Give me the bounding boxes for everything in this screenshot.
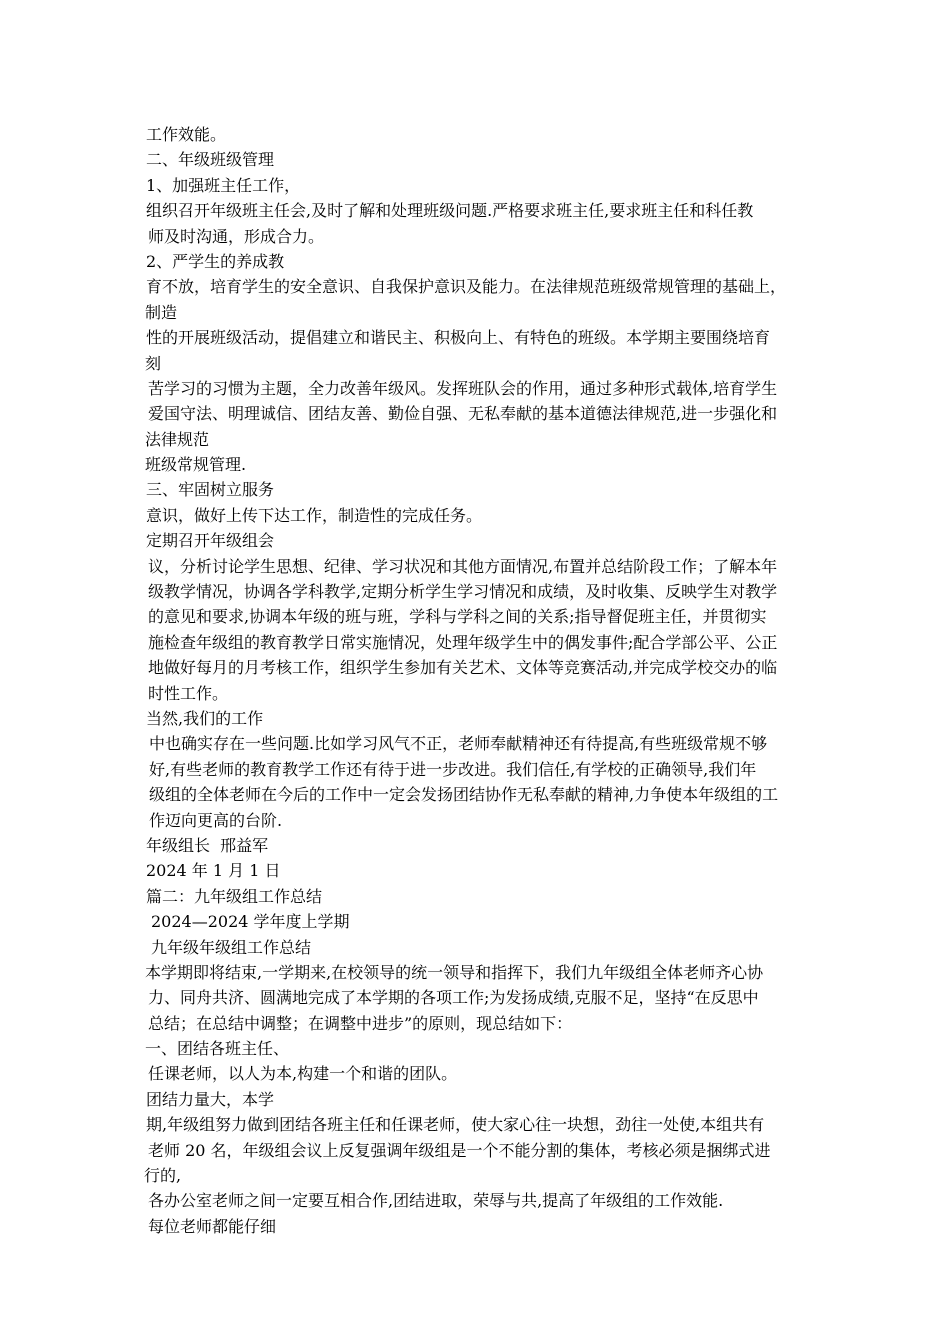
text-line: 议，分析讨论学生思想、纪律、学习状况和其他方面情况,布置并总结阶段工作；了解本年 [148, 556, 778, 576]
text-line: 的意见和要求,协调本年级的班与班，学科与学科之间的关系;指导督促班主任，并贯彻实 [148, 607, 767, 627]
document-body [146, 122, 826, 1239]
text-line: 定期召开年级组会 [146, 531, 275, 551]
text-line: 力、同舟共济、圆满地完成了本学期的各项工作;为发扬成绩,克服不足，坚持“在反思中 [148, 988, 759, 1008]
text-line: 级教学情况，协调各学科教学,定期分析学生学习情况和成绩，及时收集、反映学生对教学 [148, 582, 778, 602]
text-line: 制造 [145, 302, 178, 322]
text-line: 性的开展班级活动，提倡建立和谐民主、积极向上、有特色的班级。本学期主要围绕培育 [146, 328, 771, 348]
text-line: 每位老师都能仔细 [148, 1216, 277, 1236]
text-line: 当然,我们的工作 [146, 708, 264, 728]
subtitle-line: 九年级年级组工作总结 [151, 937, 312, 957]
text-line: 工作效能。 [146, 125, 227, 144]
text-line: 苦学习的习惯为主题，全力改善年级风。发挥班队会的作用，通过多种形式载体,培育学生 [148, 378, 778, 398]
signature-line: 年级组长 邢益军 [146, 835, 269, 855]
text-line: 本学期即将结束,一学期来,在校领导的统一领导和指挥下，我们九年级组全体老师齐心协 [145, 962, 764, 982]
chapter-heading: 篇二：九年级组工作总结 [146, 886, 323, 906]
text-line: 法律规范 [145, 429, 210, 449]
text-line: 意识，做好上传下达工作，制造性的完成任务。 [146, 505, 483, 525]
text-line: 作迈向更高的台阶. [149, 810, 283, 830]
text-line: 爱国守法、明理诚信、团结友善、勤俭自强、无私奉献的基本道德法律规范,进一步强化和 [148, 404, 778, 424]
text-line: 期,年级组努力做到团结各班主任和任课老师，使大家心往一块想，劲往一处使,本组共有 [146, 1115, 765, 1135]
date-line: 2024 年 1 月 1 日 [146, 861, 281, 881]
text-line: 育不放，培育学生的安全意识、自我保护意识及能力。在法律规范班级常规管理的基础上， [146, 277, 787, 297]
subsection-heading: 2、严学生的养成教 [146, 251, 285, 271]
subsection-heading: 1、加强班主任工作， [146, 175, 301, 195]
text-line: 施检查年级组的教育教学日常实施情况，处理年级学生中的偶发事件;配合学部公平、公正 [148, 632, 778, 652]
subtitle-line: 2024—2024 学年度上学期 [151, 912, 350, 932]
text-line: 任课老师，以人为本,构建一个和谐的团队。 [148, 1064, 458, 1084]
text-line: 地做好每月的月考核工作，组织学生参加有关艺术、文体等竞赛活动,并完成学校交办的临 [148, 658, 778, 678]
text-line: 好,有些老师的教育教学工作还有待于进一步改进。我们信任,有学校的正确领导,我们年 [149, 759, 757, 779]
section-heading: 一、团结各班主任、 [145, 1039, 290, 1059]
text-line: 总结；在总结中调整；在调整中进步”的原则，现总结如下： [148, 1013, 573, 1033]
text-line: 各办公室老师之间一定要互相合作,团结进取，荣辱与共,提高了年级组的工作效能. [148, 1191, 724, 1211]
text-line: 老师 20 名，年级组会议上反复强调年级组是一个不能分割的集体，考核必须是捆绑式进 [148, 1140, 771, 1160]
text-line: 时性工作。 [148, 683, 229, 703]
text-line: 师及时沟通，形成合力。 [148, 226, 325, 246]
text-line: 级组的全体老师在今后的工作中一定会发扬团结协作无私奉献的精神,力争使本年级组的工 [149, 785, 779, 805]
text-line: 班级常规管理. [145, 455, 247, 475]
text-line: 中也确实存在一些问题.比如学习风气不正，老师奉献精神还有待提高,有些班级常规不够 [149, 734, 768, 754]
text-line: 刻 [145, 353, 162, 373]
text-line: 行的, [144, 1166, 182, 1186]
section-heading: 三、牢固树立服务 [146, 480, 275, 500]
section-heading: 二、年级班级管理 [146, 150, 275, 170]
text-line: 团结力量大，本学 [146, 1089, 275, 1109]
text-line: 组织召开年级班主任会,及时了解和处理班级问题.严格要求班主任,要求班主任和科任教 [146, 201, 754, 221]
